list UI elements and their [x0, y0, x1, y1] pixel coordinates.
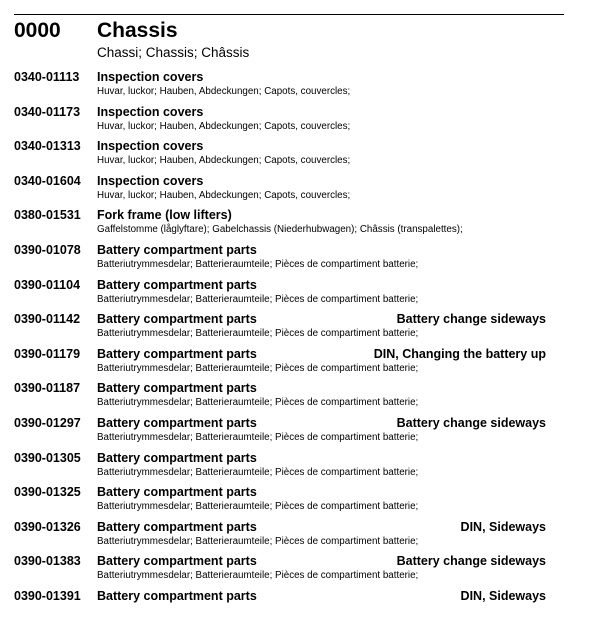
part-note: DIN, Sideways — [460, 519, 546, 534]
parts-entry[interactable] — [0, 554, 600, 589]
part-title: Battery compartment parts — [97, 450, 257, 465]
part-title: Inspection covers — [97, 173, 204, 188]
part-translations: Gaffelstomme (låglyftare); Gabelchassis (Niederhubwagen); Châssis (transpalettes); — [97, 224, 463, 236]
section-subtitle: Chassi; Chassis; Châssis — [97, 45, 250, 60]
part-title: Inspection covers — [97, 104, 204, 119]
parts-entry[interactable] — [0, 139, 600, 174]
parts-list — [0, 70, 600, 624]
part-code[interactable]: 0390-01383 — [14, 554, 81, 569]
header-rule — [14, 14, 564, 15]
part-translations: Batteriutrymmesdelar; Batterieraumteile; Pièces de compartiment batterie; — [97, 397, 419, 409]
part-title: Battery compartment parts — [97, 519, 257, 534]
parts-entry[interactable] — [0, 208, 600, 243]
parts-entry[interactable] — [0, 347, 600, 382]
parts-entry[interactable] — [0, 312, 600, 347]
part-note: DIN, Sideways — [460, 588, 546, 603]
parts-entry[interactable] — [0, 416, 600, 451]
part-code[interactable]: 0390-01326 — [14, 519, 81, 534]
part-translations: Batteriutrymmesdelar; Batterieraumteile; Pièces de compartiment batterie; — [97, 258, 419, 270]
part-code[interactable]: 0390-01078 — [14, 242, 81, 257]
section-title: Chassis — [97, 19, 178, 42]
part-title: Battery compartment parts — [97, 242, 257, 257]
part-title: Battery compartment parts — [97, 415, 257, 430]
parts-entry[interactable] — [0, 70, 600, 105]
part-note: Battery change sideways — [396, 554, 546, 569]
part-translations: Huvar, luckor; Hauben, Abdeckungen; Capots, couvercles; — [97, 120, 351, 132]
part-note: Battery change sideways — [396, 415, 546, 430]
part-title: Battery compartment parts — [97, 381, 257, 396]
part-code[interactable]: 0340-01173 — [14, 104, 81, 119]
part-translations: Batteriutrymmesdelar; Batterieraumteile; Pièces de compartiment batterie; — [97, 293, 419, 305]
part-title: Battery compartment parts — [97, 277, 257, 292]
part-note: Battery change sideways — [396, 312, 546, 327]
part-code[interactable]: 0390-01391 — [14, 588, 81, 603]
part-title: Battery compartment parts — [97, 346, 257, 361]
part-translations: Batteriutrymmesdelar; Batterieraumteile; Pièces de compartiment batterie; — [97, 466, 419, 478]
part-note: DIN, Changing the battery up — [373, 346, 546, 361]
part-title: Battery compartment parts — [97, 312, 257, 327]
parts-entry[interactable] — [0, 278, 600, 313]
parts-entry[interactable] — [0, 520, 600, 555]
parts-entry[interactable] — [0, 485, 600, 520]
parts-entry[interactable] — [0, 589, 600, 624]
part-translations: Batteriutrymmesdelar; Batterieraumteile; Pièces de compartiment batterie; — [97, 535, 419, 547]
part-title: Inspection covers — [97, 70, 204, 84]
part-code[interactable]: 0340-01113 — [14, 70, 80, 84]
part-translations: Huvar, luckor; Hauben, Abdeckungen; Capots, couvercles; — [97, 189, 351, 201]
parts-entry[interactable] — [0, 381, 600, 416]
part-translations: Huvar, luckor; Hauben, Abdeckungen; Capots, couvercles; — [97, 155, 351, 167]
part-translations: Batteriutrymmesdelar; Batterieraumteile; Pièces de compartiment batterie; — [97, 362, 419, 374]
section-code: 0000 — [14, 19, 61, 42]
part-translations: Huvar, luckor; Hauben, Abdeckungen; Capots, couvercles; — [97, 86, 351, 97]
part-code[interactable]: 0390-01142 — [14, 312, 81, 327]
part-code[interactable]: 0390-01179 — [14, 346, 81, 361]
part-title: Fork frame (low lifters) — [97, 208, 232, 223]
part-code[interactable]: 0390-01305 — [14, 450, 81, 465]
part-code[interactable]: 0340-01604 — [14, 173, 81, 188]
part-translations: Batteriutrymmesdelar; Batterieraumteile; Pièces de compartiment batterie; — [97, 570, 419, 582]
part-code[interactable]: 0390-01325 — [14, 485, 81, 500]
part-translations: Batteriutrymmesdelar; Batterieraumteile; Pièces de compartiment batterie; — [97, 328, 419, 340]
part-title: Battery compartment parts — [97, 485, 257, 500]
parts-entry[interactable] — [0, 105, 600, 140]
part-title: Battery compartment parts — [97, 588, 257, 603]
part-code[interactable]: 0380-01531 — [14, 208, 81, 223]
part-translations: Batteriutrymmesdelar; Batterieraumteile; Pièces de compartiment batterie; — [97, 501, 419, 513]
parts-entry[interactable] — [0, 243, 600, 278]
part-translations: Batteriutrymmesdelar; Batterieraumteile; Pièces de compartiment batterie; — [97, 431, 419, 443]
part-title: Inspection covers — [97, 139, 204, 154]
parts-entry[interactable] — [0, 451, 600, 486]
part-title: Battery compartment parts — [97, 554, 257, 569]
part-code[interactable]: 0390-01297 — [14, 415, 81, 430]
parts-entry[interactable] — [0, 174, 600, 209]
part-code[interactable]: 0390-01104 — [14, 277, 81, 292]
part-code[interactable]: 0340-01313 — [14, 139, 81, 154]
part-code[interactable]: 0390-01187 — [14, 381, 81, 396]
